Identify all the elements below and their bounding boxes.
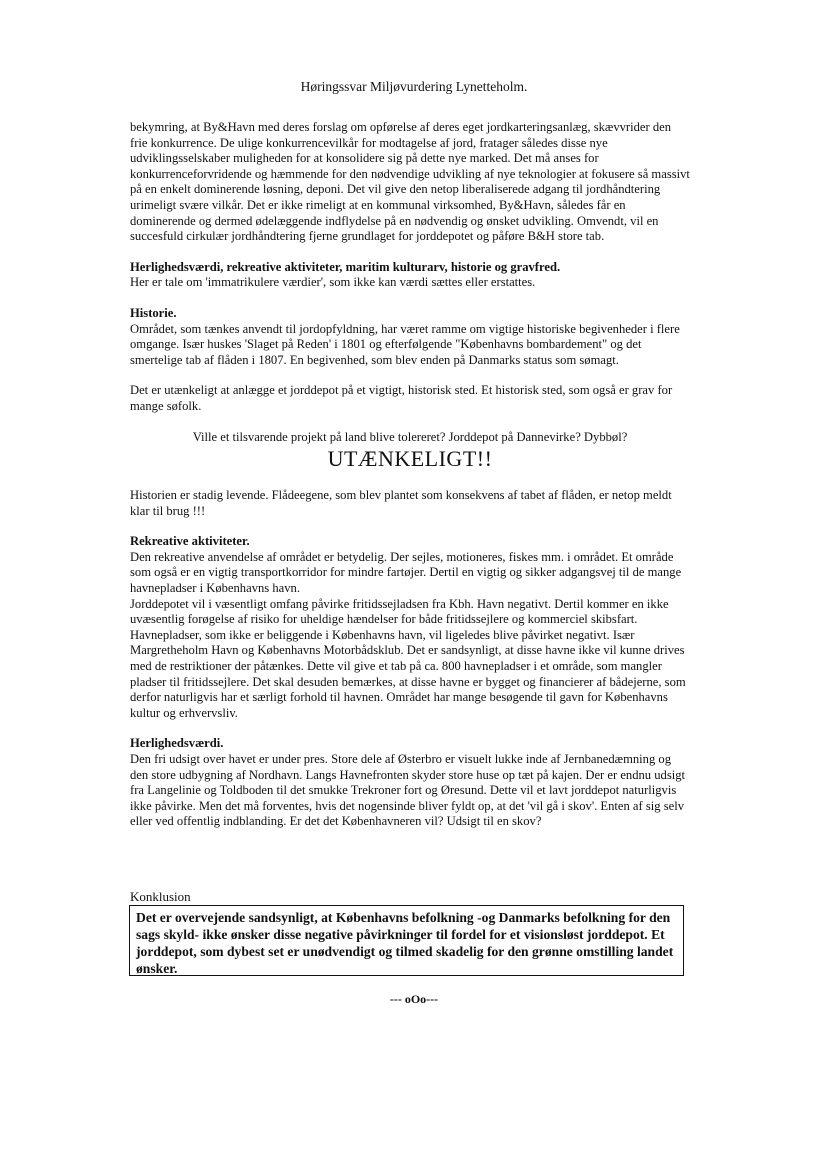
values-heading: Herlighedsværdi, rekreative aktiviteter, maritim kulturarv, historie og gravfred. [130,259,561,274]
conclusion-box [129,905,684,976]
conclusion-label: Konklusion [130,889,191,904]
history-text-2: Det er utænkeligt at anlægge et jorddepot på et vigtigt, historisk sted. Et historisk sted, som også er grav for mange søfolk. [130,383,673,413]
end-marker: --- oOo--- [389,992,439,1006]
history-text-3: Historien er stadig levende. Flådeegene, som blev plantet som konsekvens af tabet af flåden, er netop meldt klar til brug !!! [130,488,672,518]
recreation-text-3: Havnepladser, som ikke er beliggende i Københavns havn, vil ligeledes blive påvirket negativt. Især Margretheholm Havn og Københavns Motorbådsklub. Det er sandsynligt, at disse havne ikke vil kunne drives med de restriktioner der påtænkes. Dette vil give et tab på ca. 800 havnepladser i et område, som mangler pladser til fritidssejlere. Det skal desuden bemærkes, at disse havne er bygget og financierer af bådejerne, som derfor naturligvis har et særligt forhold til havnen. Området har mange besøgende til gavn for Københavns kultur og erhvervsliv. [130,627,686,720]
recreation-heading: Rekreative aktiviteter. [130,534,250,549]
recreation-text: Den rekreative anvendelse af området er betydelig. Der sejles, motioneres, fiskes mm. i området. Et område som også er en vigtig transportkorridor for mindre fartøjer. Dertil en vigtig og sikker adgangsvej til de mange havnepladser i Københavns havn. [130,549,682,596]
recreation-text-2: Jorddepotet vil i væsentligt omfang påvirke fritidssejladsen fra Kbh. Havn negativt. Dertil kommer en ikke uvæsentlig forøgelse af risiko for uheldige hændelser for både fritidssejlere og kommerciel skibsfart. [130,596,669,627]
page-header: Høringssvar Miljøvurdering Lynetteholm. [300,79,528,94]
values-text: Her er tale om 'immatrikulere værdier', som ikke kan værdi sættes eller erstattes. [130,275,536,290]
history-heading: Historie. [130,305,177,320]
history-text: Området, som tænkes anvendt til jordopfyldning, har været ramme om vigtige historiske begivenheder i flere omgange. Især huskes 'Slaget på Reden' i 1801 og efterfølgende "Københavns bombardement" og det smertelige tab af flåden i 1807. En begivenhed, som blev enden på Danmarks status som sømagt. [130,321,680,367]
scenic-text: Den fri udsigt over havet er under pres. Store dele af Østerbro er visuelt lukke inde af Jernbanedæmning og den store udbygning af Nordhavn. Langs Havnefronten skyder store huse op tæt på kajen. Der er endnu udsigt fra Langelinie og Toldboden til det smukke Trekroner fort og Øresund. Dette vil et lavt jorddepot naturligvis ikke påvirke. Men det må forventes, hvis det nogensinde bliver fyldt op, at det 'vil gå i skov'. Enten af sig selv eller ved offentlig indblanding. Er det det Københavneren vil? Udsigt til en skov? [130,752,686,829]
document-body [130,120,690,830]
intro-paragraph: bekymring, at By&Havn med deres forslag om opførelse af deres eget jordkarteringsanlæg, skævvrider den frie konkurrence. De ulige konkurrencevilkår for modtagelse af jord, fratager således disse nye udviklingsselskaber muligheden for at konsolidere sig på dette nye marked. Det må anses for konkurrenceforvridende og hæmmende for den nødvendige udvikling af nye teknologier at fokusere så massivt på en enkelt dominerende løsning, deponi. Det vil give den netop liberaliserede adgang til jordhåndtering urimeligt svære vilkår. Det er ikke rimeligt at en kommunal virksomhed, By&Havn, således får en dominerende og dermed ødelæggende indflydelse på en nødvendig og ønsket udvikling. Omvendt, vil en succesfuld cirkulær jordhåndtering fjerne grundlaget for jorddepotet og påføre B&H store tab. [130,120,690,244]
history-question: Ville et tilsvarende projekt på land blive tolereret? Jorddepot på Dannevirke? Dybbøl? [192,429,628,444]
conclusion-text: Det er overvejende sandsynligt, at Københavns befolkning -og Danmarks befolkning for den sags skyld- ikke ønsker disse negative påvirkninger til fordel for et visionsløst jorddepot. Et jorddepot, som dybest set er unødvendigt og tilmed skadelig for den grønne omstilling landet ønsker. [136,910,674,976]
history-shout: UTÆNKELIGT!! [327,446,493,472]
scenic-heading: Herlighedsværdi. [130,736,224,751]
